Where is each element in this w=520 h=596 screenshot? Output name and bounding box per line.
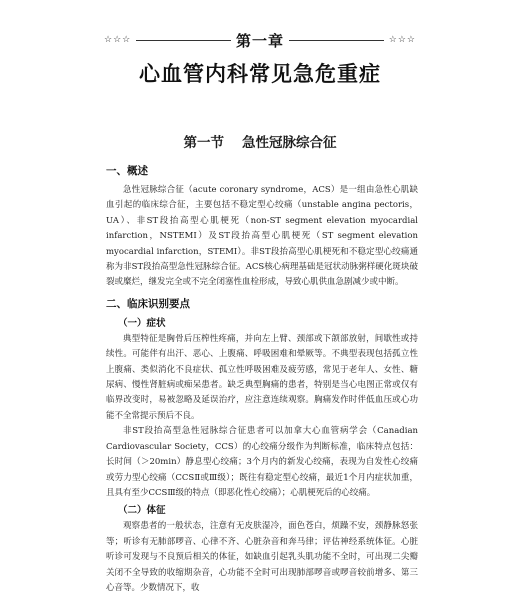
decorative-stars-right: ☆☆☆ (388, 34, 417, 45)
section-name: 急性冠脉综合征 (242, 135, 337, 151)
signs-heading: （二）体征 (118, 505, 166, 517)
clinical-heading: 二、临床识别要点 (106, 297, 190, 310)
page-body (106, 160, 418, 596)
chapter-title: 心血管内科常见急危重症 (139, 62, 381, 86)
decorative-stars-left: ☆☆☆ (104, 34, 132, 45)
overview-paragraph: 急性冠脉综合征（acute coronary syndrome，ACS）是一组由急性心肌缺血引起的临床综合征，主要包括不稳定型心绞痛（unstable angina pectoris，UA）、非ST段抬高型心肌梗死（non-ST segment elevation myocardial infarction，NSTEMI）及ST段抬高型心肌梗死（ST segment elevation myocardial infarction，STEMI）。非ST段抬高型心肌梗死和不稳定型心绞痛通称为非ST段抬高型急性冠脉综合征。ACS核心病理基础是冠状动脉粥样硬化斑块破裂或糜烂，继发完全或不完全闭塞性血栓形成，导致心肌供血急剧减少或中断。 (106, 185, 418, 288)
chapter-header (104, 30, 416, 50)
symptoms-paragraph-1: 典型特征是胸骨后压榨性疼痛，并向左上臂、颈部或下颌部放射，间歇性或持续性。可能伴有出汗、恶心、上腹痛、呼吸困难和晕厥等。不典型表现包括孤立性上腹痛、类似消化不良症状、孤立性呼吸困难及疲劳感，常见于老年人、女性、糖尿病、慢性肾脏病或痴呆患者。缺乏典型胸痛的患者，特别是当心电图正常或仅有临界改变时，易被忽略及延误治疗，应注意连续观察。胸痛发作时伴低血压或心功能不全常提示预后不良。 (106, 333, 418, 421)
section-title (0, 134, 520, 152)
header-rule-left (136, 40, 231, 41)
symptoms-heading: （一）症状 (118, 317, 166, 329)
section-number: 第一节 (183, 135, 224, 151)
overview-heading: 一、概述 (106, 165, 148, 177)
header-rule-right (289, 40, 384, 41)
signs-paragraph: 观察患者的一般状态，注意有无皮肤湿冷，面色苍白，烦躁不安，颈静脉怒张等；听诊有无肺部啰音、心律不齐、心脏杂音和奔马律；评估神经系统体征。心脏听诊可发现与不良预后相关的体征，如缺血引起乳头肌功能不全时，可出现二尖瓣关闭不全导致的收缩期杂音，心功能不全时可出现肺部啰音或啰音较前增多、第三心音等。少数情况下，收 (106, 521, 418, 593)
symptoms-paragraph-2: 非ST段抬高型急性冠脉综合征患者可以加拿大心血管病学会（Canadian Cardiovascular Society，CCS）的心绞痛分级作为判断标准，临床特点包括：长时间（＞20min）静息型心绞痛；3个月内的新发心绞痛，表现为自发性心绞痛或劳力型心绞痛（CCSⅡ或Ⅲ级）；既往有稳定型心绞痛，最近1个月内症状加重，且具有至少CCSⅢ级的特点（即恶化性心绞痛）；心肌梗死后的心绞痛。 (106, 426, 418, 498)
chapter-number: 第一章 (236, 31, 285, 50)
